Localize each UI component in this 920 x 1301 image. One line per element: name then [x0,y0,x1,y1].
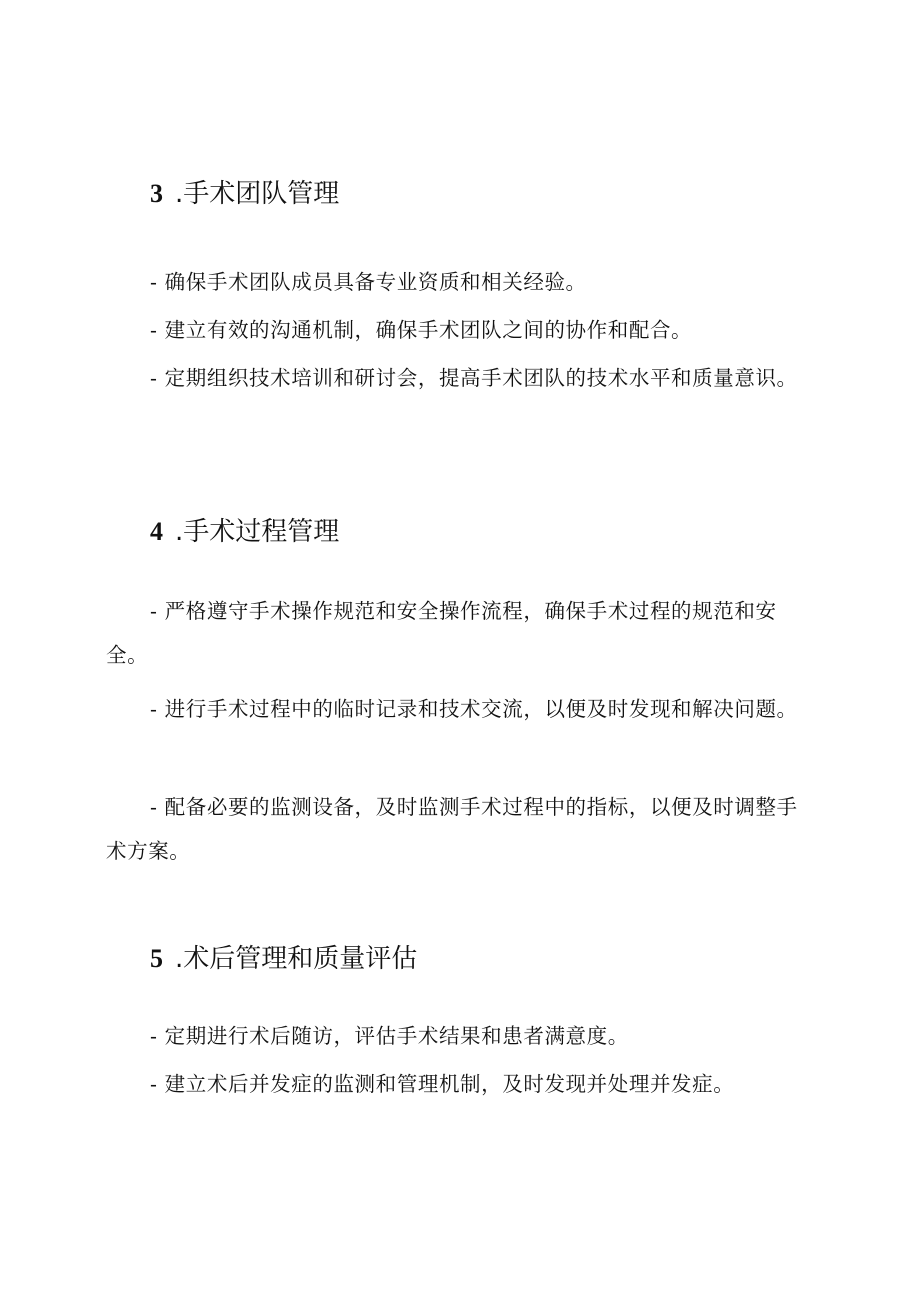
list-item: - 进行手术过程中的临时记录和技术交流，以便及时发现和解决问题。 [150,697,798,721]
section-heading-3 [150,177,339,211]
section-number: 3 [150,179,163,208]
section-title: .手术过程管理 [175,517,340,547]
list-item: - 定期进行术后随访，评估手术结果和患者满意度。 [150,1024,629,1048]
section-title: .术后管理和质量评估 [175,944,418,974]
list-item: - 建立术后并发症的监测和管理机制，及时发现并处理并发症。 [150,1072,735,1096]
list-item: - 建立有效的沟通机制，确保手术团队之间的协作和配合。 [150,318,693,342]
section-number: 4 [150,517,163,546]
section-heading-4 [150,515,339,549]
list-item: - 确保手术团队成员具备专业资质和相关经验。 [150,270,587,294]
section-heading-5 [150,942,417,976]
list-item: - 定期组织技术培训和研讨会，提高手术团队的技术水平和质量意识。 [150,366,798,390]
section-number: 5 [150,944,163,973]
section-title: .手术团队管理 [175,179,340,209]
list-item: - 配备必要的监测设备，及时监测手术过程中的指标，以便及时调整手术方案。 [106,795,798,863]
list-item: - 严格遵守手术操作规范和安全操作流程，确保手术过程的规范和安全。 [106,599,777,667]
